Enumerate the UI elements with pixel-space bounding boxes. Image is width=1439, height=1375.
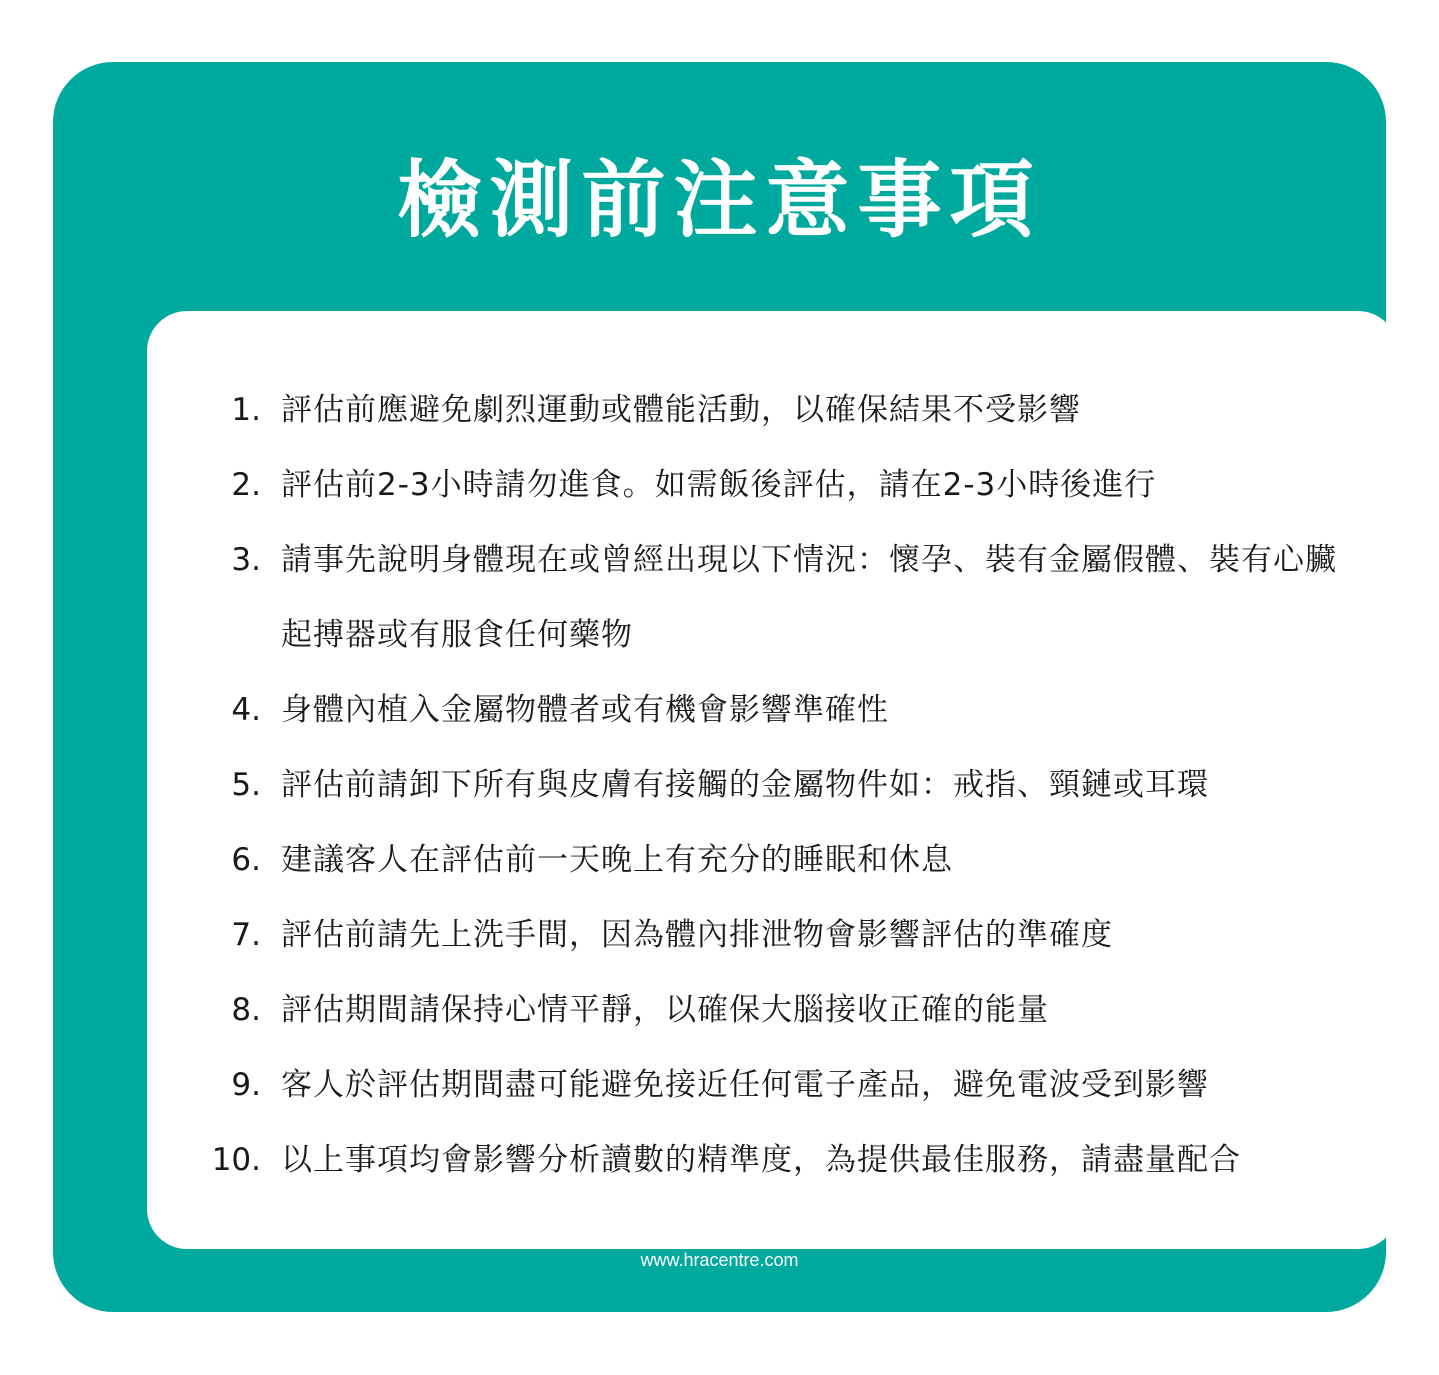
item-text: 評估前2-3小時請勿進食。如需飯後評估，請在2-3小時後進行 [281, 467, 1157, 503]
list-item [147, 373, 1398, 448]
list-item [147, 1048, 1398, 1123]
notice-card [53, 62, 1386, 1312]
list-item [147, 898, 1398, 973]
list-item [147, 448, 1398, 523]
footer-url: www.hracentre.com [640, 1250, 799, 1270]
page-title: 檢測前注意事項 [397, 151, 1042, 249]
item-number: 10. [211, 1142, 261, 1178]
list-item [147, 748, 1398, 823]
list-item [147, 973, 1398, 1048]
precautions-list [147, 373, 1398, 1198]
item-number: 2. [231, 467, 261, 503]
item-text: 評估前請卸下所有與皮膚有接觸的金屬物件如：戒指、頸鏈或耳環 [281, 767, 1209, 803]
item-number: 9. [231, 1067, 261, 1103]
item-number: 6. [231, 842, 261, 878]
item-text: 以上事項均會影響分析讀數的精準度，為提供最佳服務，請盡量配合 [281, 1142, 1241, 1178]
content-panel [147, 311, 1398, 1249]
item-text: 評估期間請保持心情平靜，以確保大腦接收正確的能量 [281, 992, 1049, 1028]
item-text: 請事先說明身體現在或曾經出現以下情況：懷孕、裝有金屬假體、裝有心臟起搏器或有服食任何藥物 [281, 542, 1337, 653]
footer-tagline: PHRM · PROFESSIONAL SERVICE · ADVANCED TECHNOLOGY · HOLISTIC SOLUTION [308, 1224, 1131, 1246]
list-item [147, 823, 1398, 898]
item-text: 評估前應避免劇烈運動或體能活動，以確保結果不受影響 [281, 392, 1081, 428]
item-text: 客人於評估期間盡可能避免接近任何電子產品，避免電波受到影響 [281, 1067, 1209, 1103]
list-item [147, 1123, 1398, 1198]
item-number: 8. [231, 992, 261, 1028]
item-number: 4. [231, 692, 261, 728]
item-text: 建議客人在評估前一天晚上有充分的睡眠和休息 [281, 842, 953, 878]
item-number: 5. [231, 767, 261, 803]
item-text: 身體內植入金屬物體者或有機會影響準確性 [281, 692, 889, 728]
list-item [147, 673, 1398, 748]
item-number: 7. [231, 917, 261, 953]
item-text: 評估前請先上洗手間，因為體內排泄物會影響評估的準確度 [281, 917, 1113, 953]
list-item [147, 523, 1398, 673]
item-number: 3. [231, 542, 261, 578]
item-number: 1. [231, 392, 261, 428]
footer [53, 1222, 1386, 1272]
